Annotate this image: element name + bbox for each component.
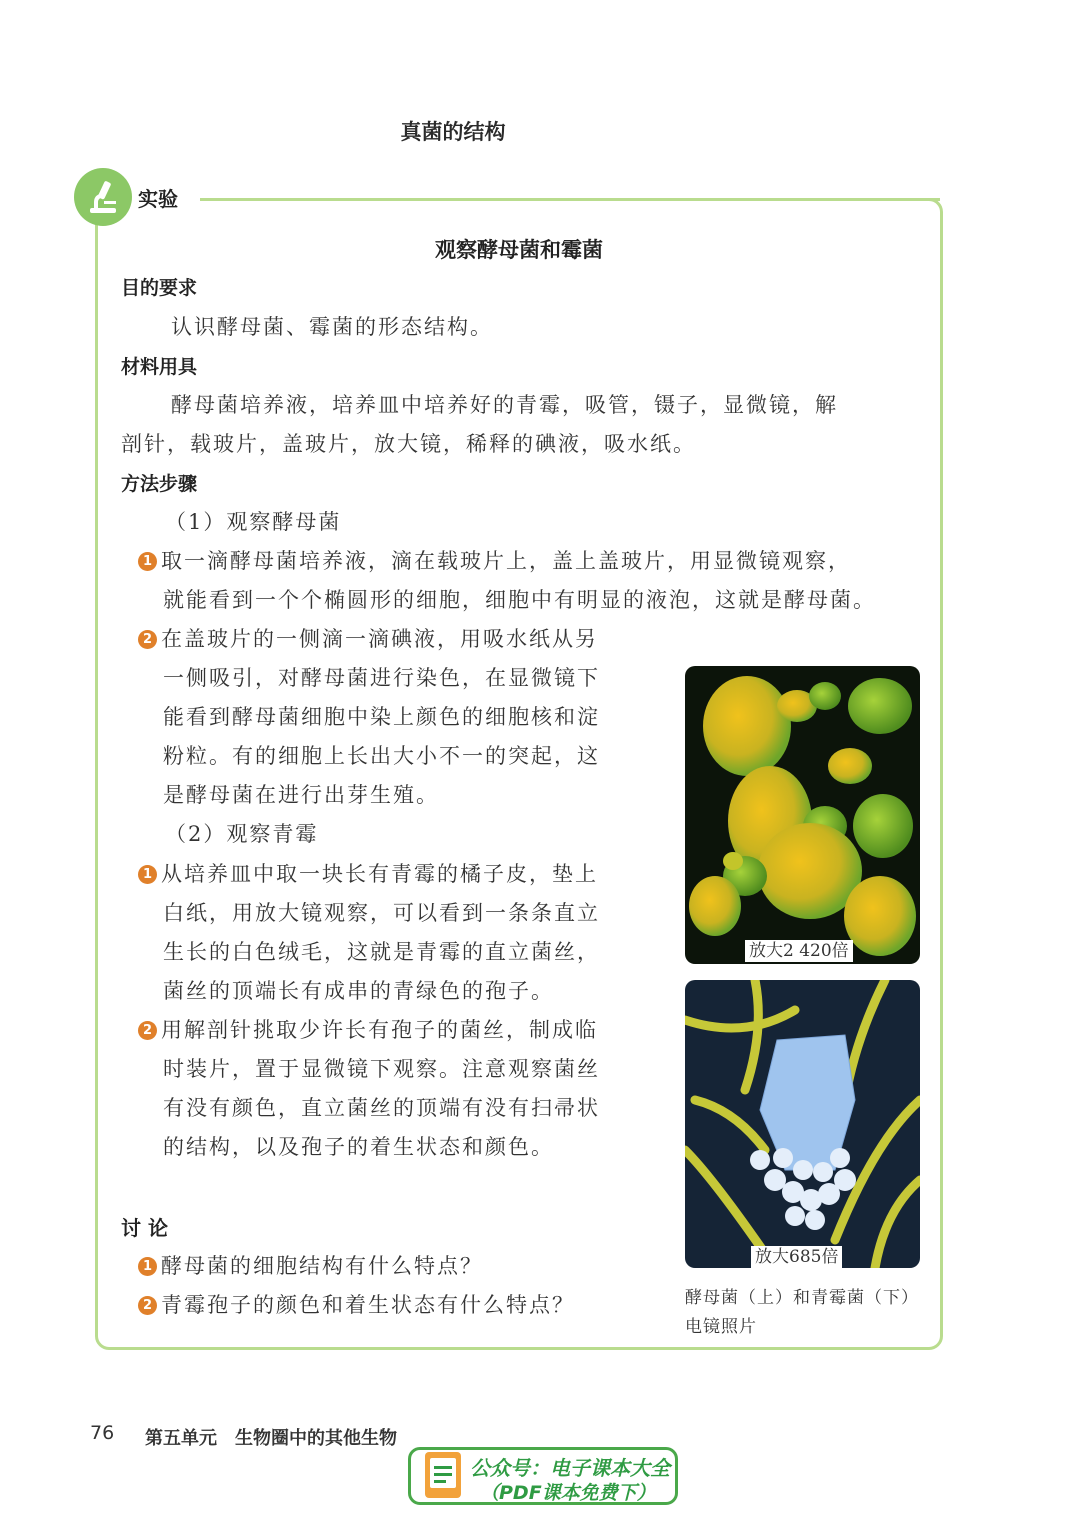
step1-item2 [138, 620, 598, 659]
bullet-2-icon: 2 [138, 1021, 157, 1040]
step1-item2-line1: 在盖玻片的一侧滴一滴碘液，用吸水纸从另 [161, 627, 598, 651]
step2-item1-line1: 从培养皿中取一块长有青霉的橘子皮，垫上 [161, 862, 598, 886]
step2-item2-line4: 的结构，以及孢子的着生状态和颜色。 [163, 1135, 554, 1159]
materials-line-2: 剖针，载玻片，盖玻片，放大镜，稀释的碘液，吸水纸。 [121, 432, 696, 456]
step2-item1-line3: 生长的白色绒毛，这就是青霉的直立菌丝， [163, 940, 600, 964]
step1-title: （1）观察酵母菌 [165, 510, 342, 534]
section-title: 真菌的结构 [400, 120, 506, 144]
step2-item2-line2: 时装片，置于显微镜下观察。注意观察菌丝 [163, 1057, 600, 1081]
step1-item1-line1: 取一滴酵母菌培养液，滴在载玻片上，盖上盖玻片，用显微镜观察， [161, 549, 851, 573]
method-heading: 方法步骤 [121, 473, 198, 495]
step1-item1-line2: 就能看到一个个椭圆形的细胞，细胞中有明显的液泡，这就是酵母菌。 [163, 588, 876, 612]
bullet-1-icon: 1 [138, 865, 157, 884]
step1-item2-line3: 能看到酵母菌细胞中染上颜色的细胞核和淀 [163, 705, 600, 729]
discussion-q1 [138, 1247, 483, 1286]
yeast-magnification-label: 放大2 420倍 [745, 940, 853, 962]
discussion-q2-text: 青霉孢子的颜色和着生状态有什么特点？ [161, 1293, 575, 1317]
step2-item2 [138, 1011, 598, 1050]
watermark-line-2: （PDF课本免费下） [480, 1482, 656, 1504]
unit-title: 第五单元 生物圈中的其他生物 [145, 1428, 397, 1449]
step2-title: （2）观察青霉 [165, 822, 319, 846]
discussion-q2 [138, 1286, 575, 1325]
bullet-2-icon: 2 [138, 630, 157, 649]
caption-line-1: 酵母菌（上）和青霉菌（下） [685, 1288, 919, 1308]
photo-caption [685, 1284, 930, 1342]
mold-photo [685, 980, 920, 1268]
step2-item2-line3: 有没有颜色，直立菌丝的顶端有没有扫帚状 [163, 1096, 600, 1120]
materials-line-1: 酵母菌培养液，培养皿中培养好的青霉，吸管，镊子，显微镜，解 [171, 393, 838, 417]
experiment-label: 实验 [138, 187, 178, 211]
bullet-1-icon: 1 [138, 552, 157, 571]
materials-heading: 材料用具 [121, 356, 198, 378]
step2-item1-line2: 白纸，用放大镜观察，可以看到一条条直立 [163, 901, 600, 925]
mold-magnification-label: 放大685倍 [751, 1246, 842, 1268]
bullet-2-icon: 2 [138, 1296, 157, 1315]
page-number: 76 [90, 1422, 115, 1444]
discussion-heading: 讨 论 [121, 1216, 168, 1240]
bullet-1-icon: 1 [138, 1257, 157, 1276]
purpose-heading: 目的要求 [121, 277, 198, 299]
step2-item1-line4: 菌丝的顶端长有成串的青绿色的孢子。 [163, 979, 554, 1003]
watermark-line-1: 公众号：电子课本大全 [470, 1456, 670, 1480]
header-rule [200, 198, 940, 201]
discussion-q1-text: 酵母菌的细胞结构有什么特点？ [161, 1254, 483, 1278]
caption-line-2: 电镜照片 [685, 1317, 757, 1337]
microscope-icon [74, 168, 132, 226]
step2-item1 [138, 855, 598, 894]
step2-item2-line1: 用解剖针挑取少许长有孢子的菌丝，制成临 [161, 1018, 598, 1042]
experiment-title: 观察酵母菌和霉菌 [435, 238, 603, 262]
step1-item2-line2: 一侧吸引，对酵母菌进行染色，在显微镜下 [163, 666, 600, 690]
yeast-photo [685, 666, 920, 964]
book-icon [425, 1452, 461, 1498]
step1-item2-line5: 是酵母菌在进行出芽生殖。 [163, 783, 439, 807]
step1-item2-line4: 粉粒。有的细胞上长出大小不一的突起，这 [163, 744, 600, 768]
step1-item1 [138, 542, 851, 581]
purpose-text: 认识酵母菌、霉菌的形态结构。 [171, 315, 493, 339]
